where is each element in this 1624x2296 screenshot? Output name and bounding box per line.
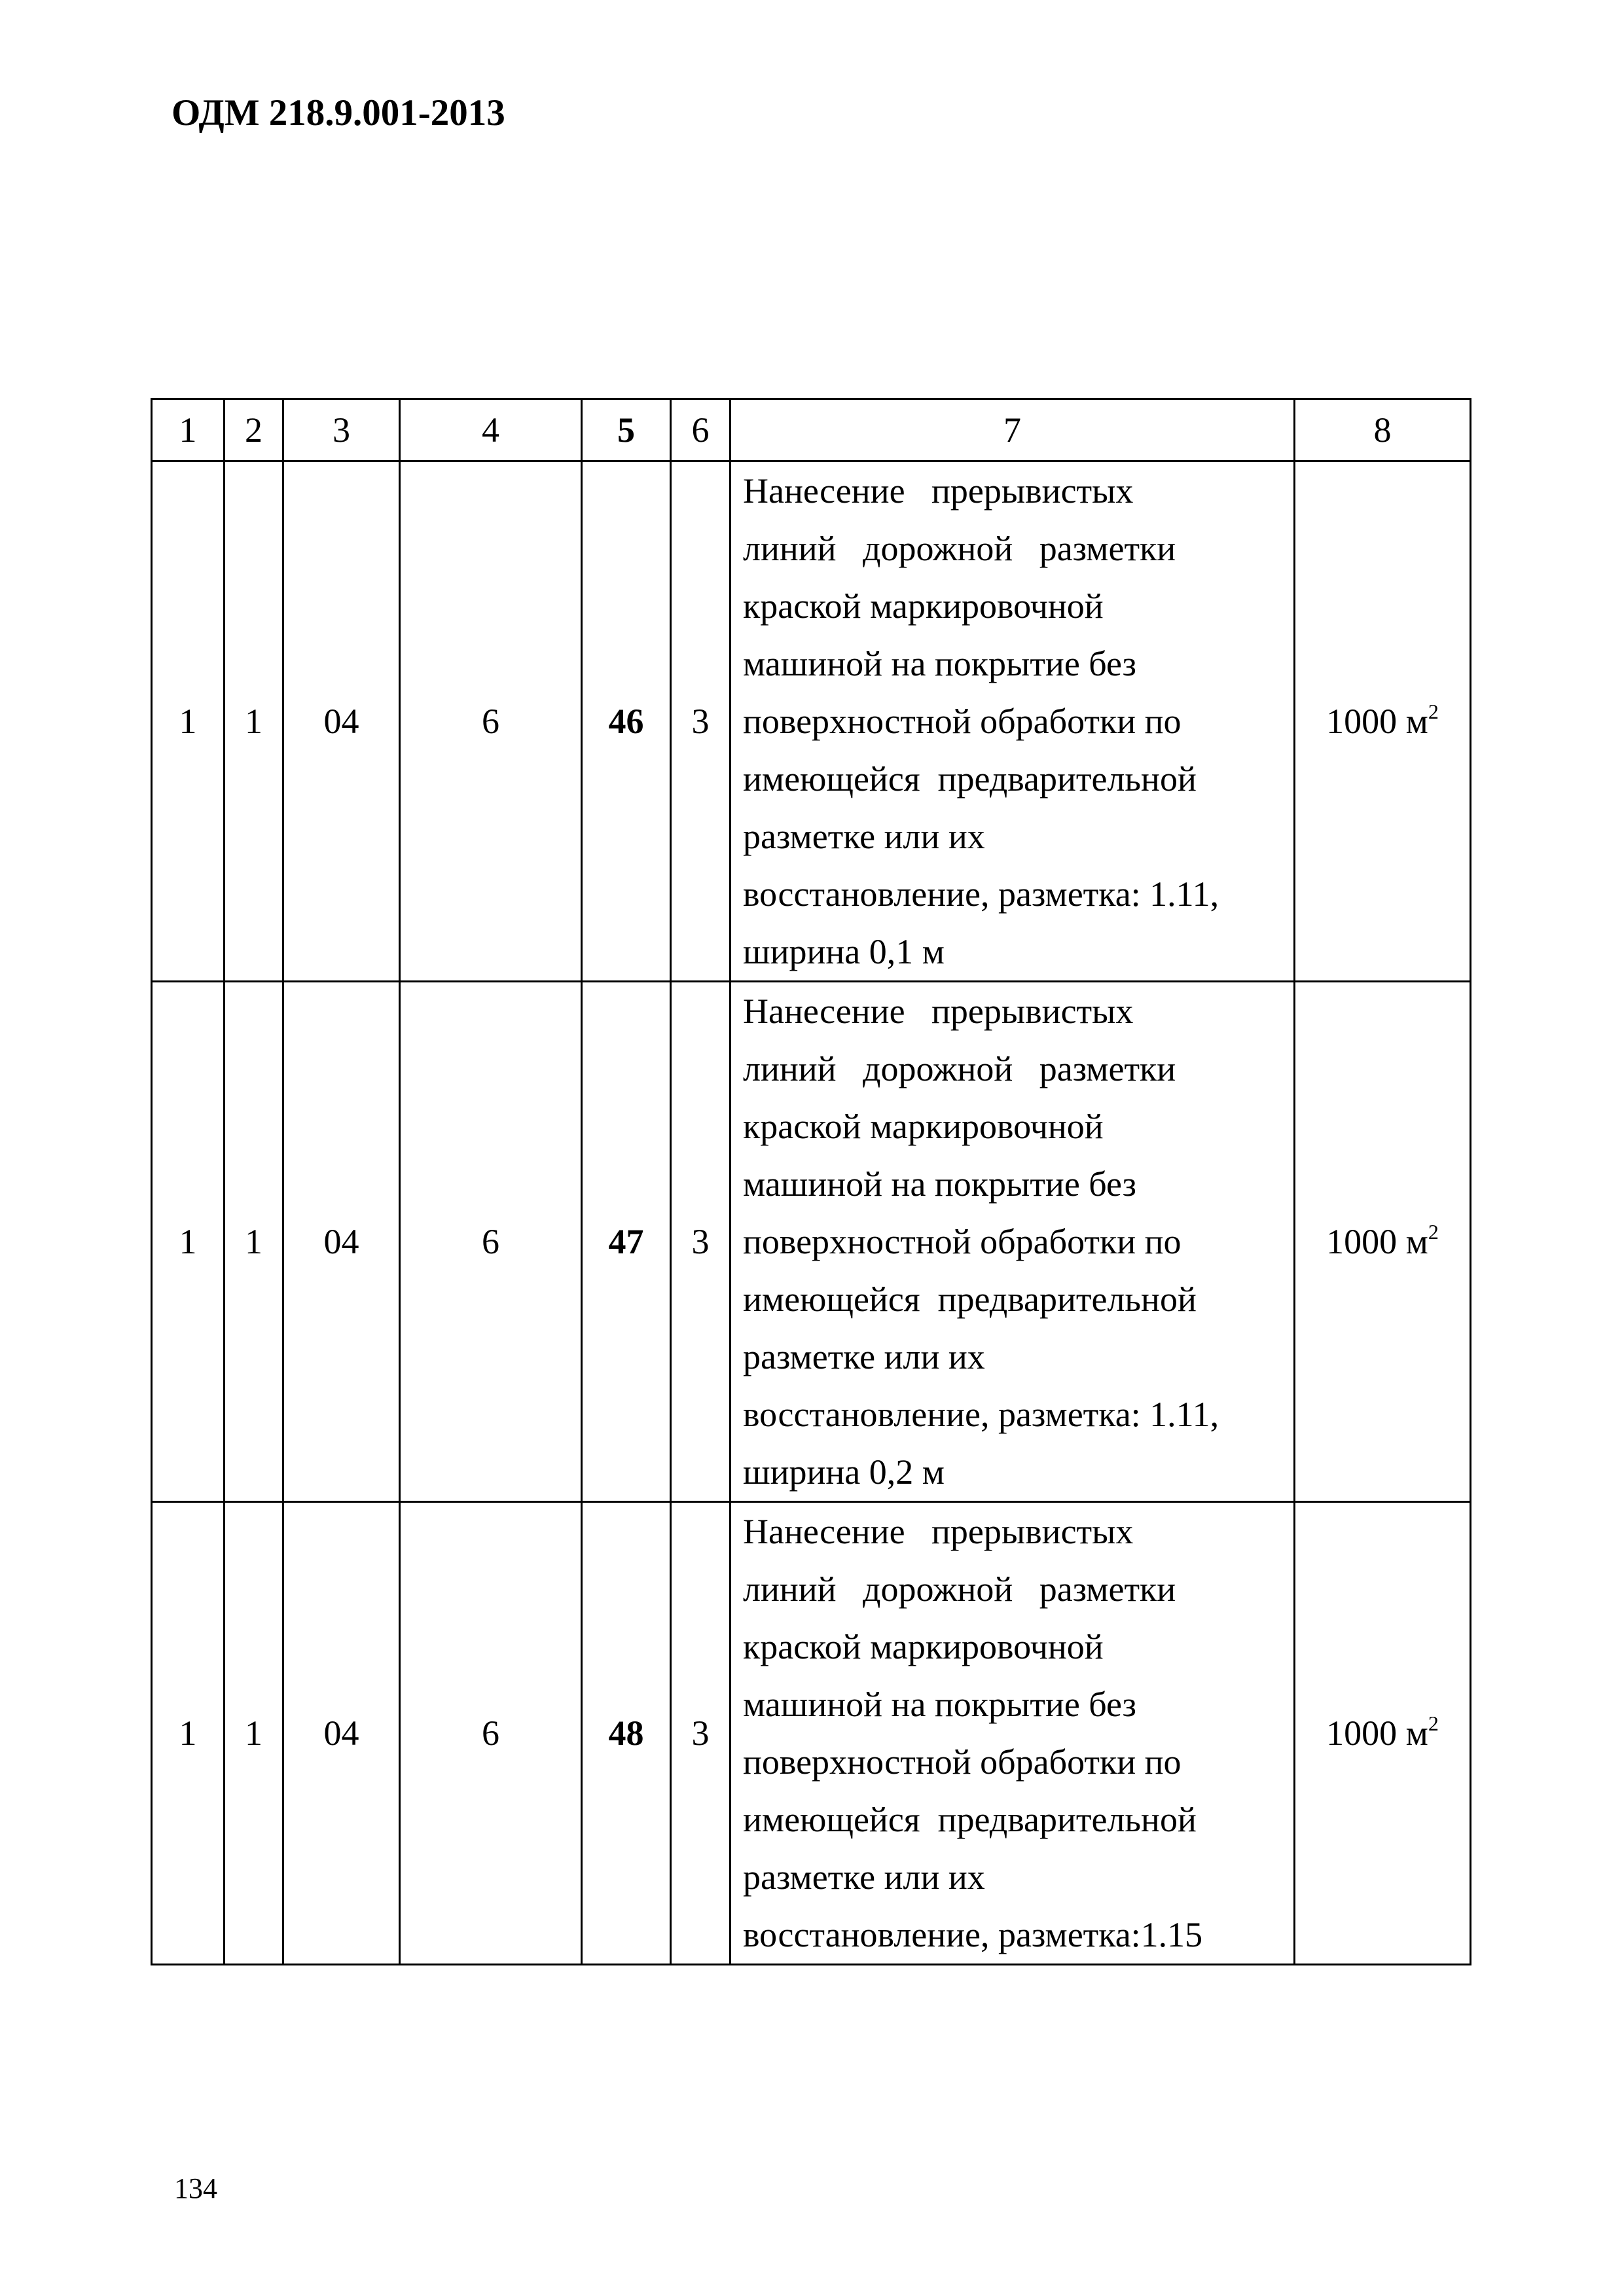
description-cell [731, 461, 1295, 982]
table-row [152, 982, 1471, 1502]
column-header: 8 [1295, 399, 1471, 461]
description-line: восстановление, разметка:1.15 [743, 1915, 1203, 1954]
column-header: 2 [225, 399, 283, 461]
unit-cell [1295, 1502, 1471, 1965]
document-code-header: ОДМ 218.9.001-2013 [171, 92, 505, 134]
description-cell [731, 982, 1295, 1502]
table-header-row [152, 399, 1471, 461]
unit-cell [1295, 982, 1471, 1502]
description-line: машиной на покрытие без [743, 1164, 1137, 1204]
table-cell: 3 [671, 1502, 731, 1965]
description-line: восстановление, разметка: 1.11, [743, 874, 1219, 914]
description-line: машиной на покрытие без [743, 1685, 1137, 1724]
column-header: 1 [152, 399, 225, 461]
unit-text: 1000 м [1326, 1713, 1428, 1753]
table-cell: 1 [152, 1502, 225, 1965]
description-line: восстановление, разметка: 1.11, [743, 1395, 1219, 1434]
classification-table [151, 398, 1471, 1965]
description-line: ширина 0,2 м [743, 1452, 945, 1492]
table-cell: 1 [225, 1502, 283, 1965]
description-line: краской маркировочной [743, 1627, 1104, 1666]
table-row [152, 461, 1471, 982]
table-cell: 04 [283, 1502, 400, 1965]
table-cell: 04 [283, 982, 400, 1502]
description-line: разметке или их [743, 1337, 985, 1376]
description-line: машиной на покрытие без [743, 644, 1137, 683]
table-cell: 1 [225, 982, 283, 1502]
description-line: Нанесение прерывистых [743, 471, 1134, 511]
description-line: разметке или их [743, 1857, 985, 1897]
table-row [152, 1502, 1471, 1965]
table-cell: 3 [671, 461, 731, 982]
table-cell-code: 47 [582, 982, 671, 1502]
unit-superscript: 2 [1428, 700, 1439, 723]
description-line: имеющейся предварительной [743, 1800, 1197, 1839]
unit-text: 1000 м [1326, 702, 1428, 741]
description-line: поверхностной обработки по [743, 1222, 1182, 1261]
table-cell: 1 [152, 461, 225, 982]
unit-superscript: 2 [1428, 1712, 1439, 1735]
column-header: 4 [400, 399, 582, 461]
column-header: 7 [731, 399, 1295, 461]
description-line: поверхностной обработки по [743, 1742, 1182, 1782]
description-line: Нанесение прерывистых [743, 992, 1134, 1031]
unit-text: 1000 м [1326, 1222, 1428, 1261]
column-header: 6 [671, 399, 731, 461]
description-line: линий дорожной разметки [743, 529, 1176, 568]
page-number: 134 [174, 2172, 217, 2204]
table-cell: 6 [400, 982, 582, 1502]
description-cell [731, 1502, 1295, 1965]
description-line: краской маркировочной [743, 1107, 1104, 1146]
description-line: Нанесение прерывистых [743, 1512, 1134, 1551]
description-line: краской маркировочной [743, 586, 1104, 626]
description-line: линий дорожной разметки [743, 1570, 1176, 1609]
description-line: поверхностной обработки по [743, 702, 1182, 741]
column-header: 5 [582, 399, 671, 461]
table-cell: 1 [152, 982, 225, 1502]
table-cell-code: 48 [582, 1502, 671, 1965]
table-cell: 6 [400, 1502, 582, 1965]
description-line: разметке или их [743, 817, 985, 856]
table-cell: 04 [283, 461, 400, 982]
unit-cell [1295, 461, 1471, 982]
description-line: имеющейся предварительной [743, 759, 1197, 798]
table-cell: 3 [671, 982, 731, 1502]
unit-superscript: 2 [1428, 1220, 1439, 1244]
description-line: линий дорожной разметки [743, 1049, 1176, 1088]
table-cell-code: 46 [582, 461, 671, 982]
description-line: ширина 0,1 м [743, 932, 945, 971]
column-header: 3 [283, 399, 400, 461]
description-line: имеющейся предварительной [743, 1280, 1197, 1319]
table-cell: 1 [225, 461, 283, 982]
table-cell: 6 [400, 461, 582, 982]
